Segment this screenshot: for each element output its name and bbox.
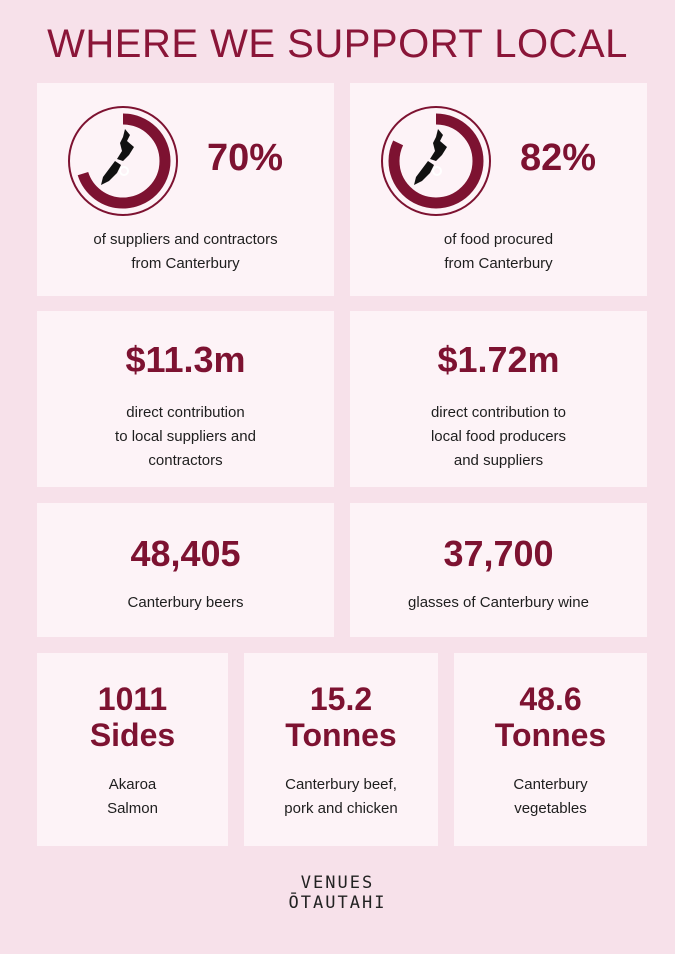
stat-value: 37,700 bbox=[443, 533, 554, 574]
stat-description: Canterbury beers bbox=[127, 594, 244, 611]
stat-card-wine bbox=[350, 503, 647, 637]
stat-value: 82% bbox=[520, 137, 597, 179]
stat-description-line: Canterbury beef, bbox=[285, 776, 397, 793]
stat-card-contribution-food bbox=[350, 311, 647, 487]
stat-card-beers bbox=[37, 503, 334, 637]
stat-unit: Tonnes bbox=[494, 717, 607, 753]
stat-description-line: direct contribution to bbox=[430, 404, 567, 421]
stat-unit: Tonnes bbox=[285, 717, 397, 753]
stat-card-contribution-suppliers bbox=[37, 311, 334, 487]
stat-description-line: to local suppliers and bbox=[115, 428, 256, 445]
stat-number: 1011 bbox=[97, 681, 168, 717]
stat-number: 15.2 bbox=[309, 681, 373, 717]
stat-description bbox=[454, 773, 647, 821]
stat-card-salmon bbox=[37, 653, 228, 846]
stat-description bbox=[350, 228, 647, 276]
stat-description-line: from Canterbury bbox=[131, 255, 240, 272]
logo-line: VENUES bbox=[300, 873, 375, 893]
stat-description-line: of food procured bbox=[443, 231, 554, 248]
stat-description-line: pork and chicken bbox=[284, 800, 398, 817]
stat-unit: Sides bbox=[89, 717, 176, 753]
stat-number: 48.6 bbox=[519, 681, 582, 717]
stat-description bbox=[37, 401, 334, 473]
nz-map-ring-icon bbox=[380, 105, 492, 217]
logo-line: ŌTAUTAHI bbox=[288, 893, 387, 913]
stat-description-line: from Canterbury bbox=[444, 255, 553, 272]
stat-description-line: Salmon bbox=[107, 800, 158, 817]
stat-description-line: contractors bbox=[148, 452, 223, 469]
stat-card-vegetables bbox=[454, 653, 647, 846]
venues-otautahi-logo bbox=[0, 873, 675, 913]
stat-card-meat bbox=[244, 653, 438, 846]
stat-value: $1.72m bbox=[437, 339, 560, 380]
page-title: WHERE WE SUPPORT LOCAL bbox=[47, 22, 628, 66]
stat-description bbox=[350, 401, 647, 473]
stat-description-line: and suppliers bbox=[453, 452, 544, 469]
stat-value bbox=[37, 681, 228, 753]
stat-description: glasses of Canterbury wine bbox=[408, 594, 589, 611]
stat-description-line: vegetables bbox=[514, 800, 587, 817]
stat-description-line: local food producers bbox=[430, 428, 567, 445]
stat-description bbox=[37, 773, 228, 821]
stat-value bbox=[244, 681, 438, 753]
nz-map-ring-icon bbox=[67, 105, 179, 217]
stat-description-line: of suppliers and contractors bbox=[93, 231, 278, 248]
stat-value: 48,405 bbox=[130, 533, 241, 574]
stat-description bbox=[37, 228, 334, 276]
stat-description-line: Akaroa bbox=[108, 776, 157, 793]
stat-value: 70% bbox=[207, 137, 284, 179]
stat-value: $11.3m bbox=[125, 339, 246, 380]
stat-description-line: direct contribution bbox=[126, 404, 245, 421]
stat-card-suppliers bbox=[37, 83, 334, 296]
stat-description bbox=[244, 773, 438, 821]
stat-card-food bbox=[350, 83, 647, 296]
stat-value bbox=[454, 681, 647, 753]
stat-description-line: Canterbury bbox=[513, 776, 588, 793]
